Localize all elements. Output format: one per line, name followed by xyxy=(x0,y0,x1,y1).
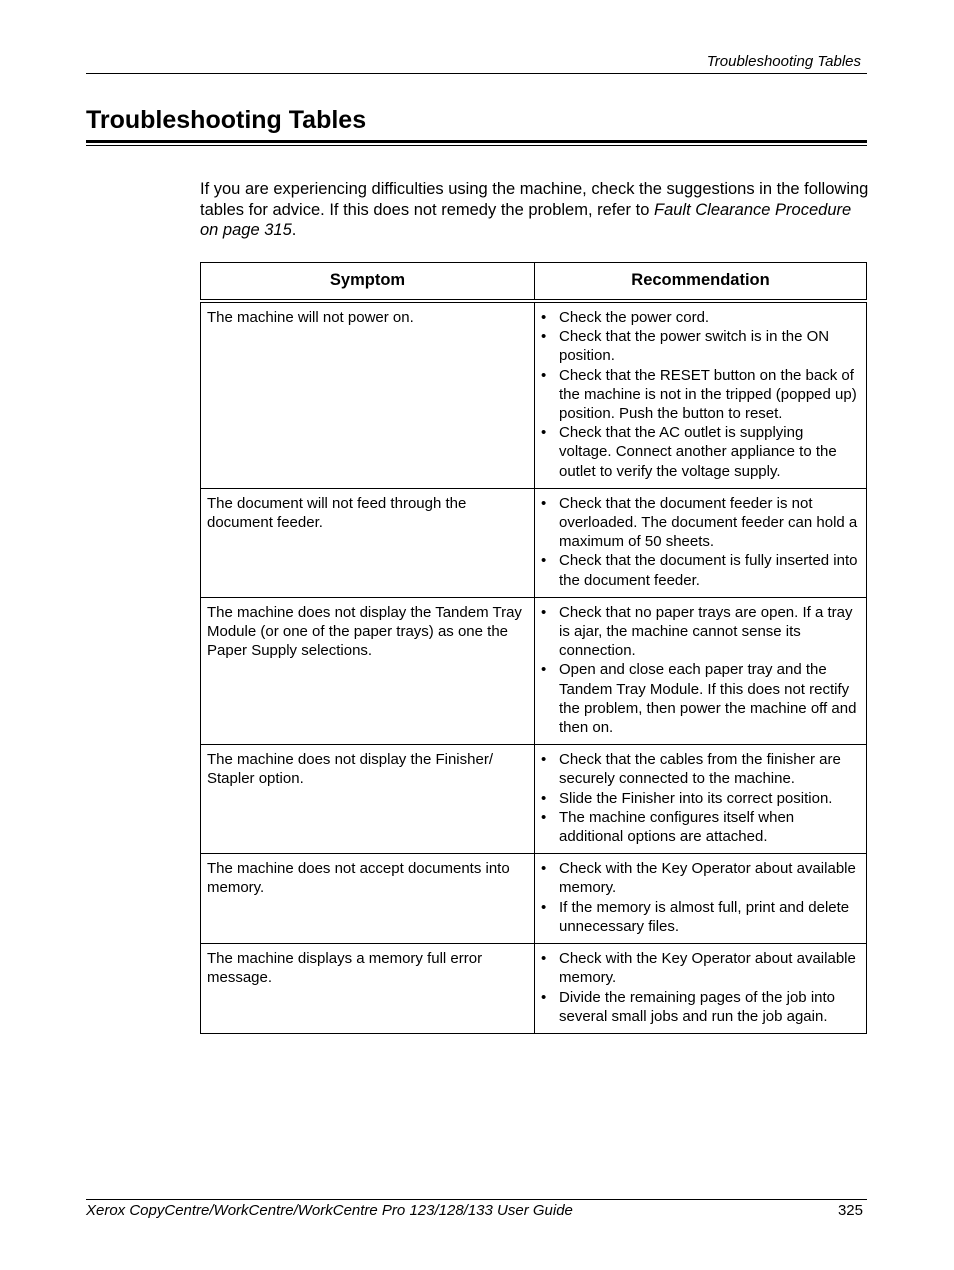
recommendation-item: • Check that no paper trays are open. If a tray is ajar, the machine cannot sense its connection. xyxy=(541,603,858,661)
intro-paragraph xyxy=(200,179,870,241)
recommendation-list xyxy=(541,308,858,481)
footer-divider xyxy=(86,1199,867,1200)
recommendation-cell xyxy=(535,597,867,744)
recommendation-item: • Check that the document feeder is not overloaded. The document feeder can hold a maximum of 50 sheets. xyxy=(541,494,858,552)
symptom-cell: The machine displays a memory full error message. xyxy=(201,944,535,1034)
table-row xyxy=(201,597,867,744)
page-title: Troubleshooting Tables xyxy=(86,106,367,134)
recommendation-list xyxy=(541,494,858,590)
table-row xyxy=(201,488,867,597)
recommendation-item: • Divide the remaining pages of the job into several small jobs and run the job again. xyxy=(541,988,858,1026)
recommendation-item: • Open and close each paper tray and the Tandem Tray Module. If this does not rectify the problem, then power the machine off and then on. xyxy=(541,660,858,737)
recommendation-cell xyxy=(535,944,867,1034)
table-row xyxy=(201,745,867,854)
recommendation-list xyxy=(541,859,858,936)
table-row xyxy=(201,854,867,944)
recommendation-item: • Check that the AC outlet is supplying voltage. Connect another appliance to the outlet to verify the voltage supply. xyxy=(541,423,858,481)
recommendation-item: • If the memory is almost full, print and delete unnecessary files. xyxy=(541,898,858,936)
symptom-cell: The document will not feed through the document feeder. xyxy=(201,488,535,597)
column-header-recommendation: Recommendation xyxy=(535,263,867,302)
cross-reference-link[interactable]: Fault Clearance Procedure on page 315 xyxy=(200,200,852,239)
recommendation-cell xyxy=(535,488,867,597)
table-header-row xyxy=(201,263,867,302)
footer-guide-title: Xerox CopyCentre/WorkCentre/WorkCentre Pro 123/128/133 User Guide xyxy=(86,1202,573,1219)
symptom-cell: The machine does not accept documents into memory. xyxy=(201,854,535,944)
column-header-symptom: Symptom xyxy=(201,263,535,302)
recommendation-cell xyxy=(535,745,867,854)
recommendation-item: • Check with the Key Operator about available memory. xyxy=(541,949,858,987)
intro-end: . xyxy=(291,221,297,239)
recommendation-item: • Check that the cables from the finisher are securely connected to the machine. xyxy=(541,750,858,788)
header-divider xyxy=(86,73,867,74)
symptom-cell: The machine will not power on. xyxy=(201,301,535,488)
page-number: 325 xyxy=(837,1202,863,1219)
recommendation-item: • Slide the Finisher into its correct position. xyxy=(541,789,858,808)
troubleshooting-table xyxy=(200,262,867,1034)
recommendation-item: • Check the power cord. xyxy=(541,308,858,327)
symptom-cell: The machine does not display the Tandem Tray Module (or one of the paper trays) as one the Paper Supply selections. xyxy=(201,597,535,744)
recommendation-list xyxy=(541,949,858,1026)
recommendation-list xyxy=(541,603,858,737)
symptom-cell: The machine does not display the Finisher/ Stapler option. xyxy=(201,745,535,854)
table-row xyxy=(201,301,867,488)
recommendation-cell xyxy=(535,301,867,488)
intro-text: If you are experiencing difficulties using the machine, check the suggestions in the following tables for advice. If this does not remedy the problem, refer to xyxy=(200,180,869,219)
recommendation-item: • The machine configures itself when additional options are attached. xyxy=(541,808,858,846)
running-header: Troubleshooting Tables xyxy=(706,53,861,70)
title-underline-thin xyxy=(86,145,867,146)
title-underline-thick xyxy=(86,140,867,143)
table-row xyxy=(201,944,867,1034)
recommendation-item: • Check with the Key Operator about available memory. xyxy=(541,859,858,897)
recommendation-item: • Check that the power switch is in the ON position. xyxy=(541,327,858,365)
recommendation-cell xyxy=(535,854,867,944)
recommendation-item: • Check that the RESET button on the back of the machine is not in the tripped (popped up) position. Push the button to reset. xyxy=(541,366,858,424)
recommendation-list xyxy=(541,750,858,846)
recommendation-item: • Check that the document is fully inserted into the document feeder. xyxy=(541,551,858,589)
